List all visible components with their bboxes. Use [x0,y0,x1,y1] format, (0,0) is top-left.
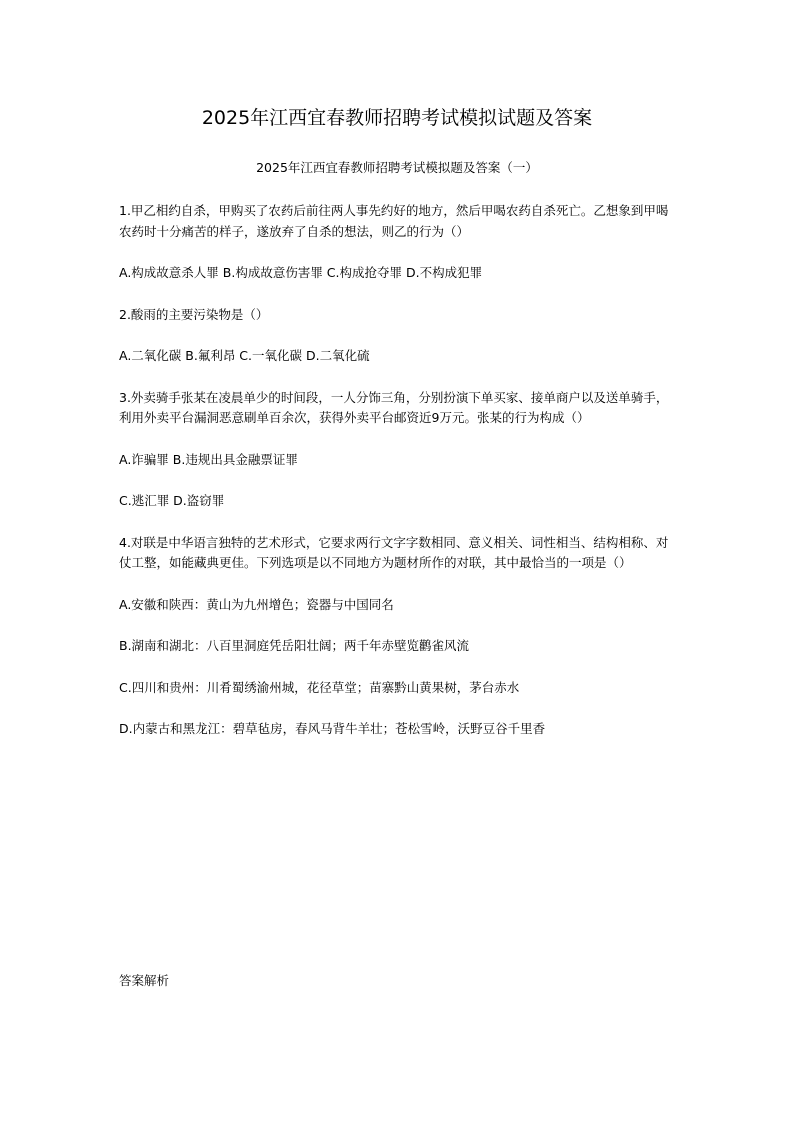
page-title: 2025年江西宜春教师招聘考试模拟试题及答案 [201,107,593,129]
question-4-option-d: D.内蒙古和黑龙江：碧草毡房，春风马背牛羊壮；苍松雪岭，沃野豆谷千里香 [119,721,546,736]
question-3-options-cd: C.逃汇罪 D.盗窃罪 [119,493,225,508]
question-3-options-ab: A.诈骗罪 B.违规出具金融票证罪 [119,451,298,467]
question-1-text: 1.甲乙相约自杀，甲购买了农药后前往两人事先约好的地方，然后甲喝农药自杀死亡。乙想象到甲喝农药时十分痛苦的样子，遂放弃了自杀的想法，则乙的行为（） [119,203,669,239]
question-2-options: A.二氧化碳 B.氟利昂 C.一氧化碳 D.二氧化硫 [119,348,370,363]
question-1-options: A.构成故意杀人罪 B.构成故意伤害罪 C.构成抢夺罪 D.不构成犯罪 [119,265,483,280]
question-2-text: 2.酸雨的主要污染物是（） [119,306,269,322]
question-body [119,201,675,761]
question-4-option-c: C.四川和贵州：川肴蜀绣渝州城，花径草堂；苗寨黔山黄果树，茅台赤水 [119,679,520,695]
question-4-option-b: B.湖南和湖北：八百里洞庭凭岳阳壮阔；两千年赤壁览鹳雀风流 [119,638,470,653]
question-3-text: 3.外卖骑手张某在凌晨单少的时间段，一人分饰三角，分别扮演下单买家、接单商户以及送单骑手，利用外卖平台漏洞恶意刷单百余次，获得外卖平台邮资近9万元。张某的行为构成（） [119,389,669,425]
question-4-option-a: A.安徽和陕西：黄山为九州增色；瓷器与中国同名 [119,596,394,612]
question-4-text: 4.对联是中华语言独特的艺术形式，它要求两行文字字数相同、意义相关、词性相当、结构相称、对仗工整，如能藏典更佳。下列选项是以不同地方为题材所作的对联，其中最恰当的一项是（） [119,534,669,570]
page-subtitle: 2025年江西宜春教师招聘考试模拟题及答案（一） [256,160,538,175]
answer-heading: 答案解析 [119,973,170,988]
